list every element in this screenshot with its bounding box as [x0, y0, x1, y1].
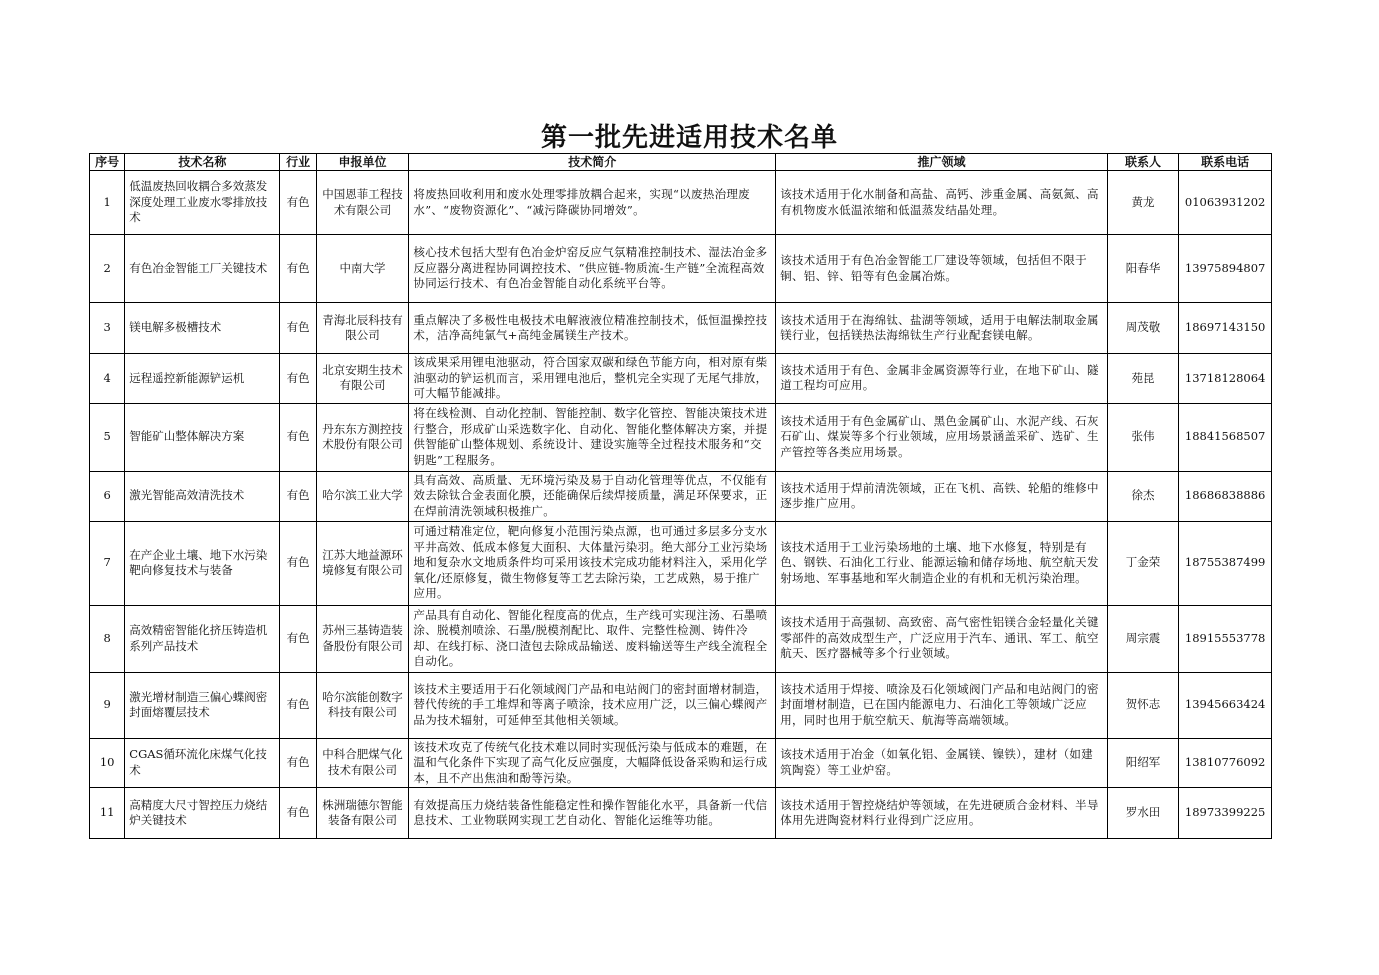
technology-brief-cell: 核心技术包括大型有色冶金炉窑反应气氛精准控制技术、湿法冶金多反应器分离进程协同调控技术、“供应链-物质流-生产链”全流程高效协同运行技术、有色冶金智能自动化系统平台等。: [409, 235, 776, 303]
applicant-unit-cell: 哈尔滨能创数字科技有限公司: [316, 672, 409, 738]
row-number-cell: 2: [90, 235, 125, 303]
industry-cell: 有色: [280, 354, 316, 404]
table-row: [90, 471, 1272, 521]
row-number-cell: 11: [90, 788, 125, 839]
application-scope-cell: 该技术适用于有色、金属非金属资源等行业，在地下矿山、隧道工程均可应用。: [776, 354, 1108, 404]
header-cell-brief: 技术简介: [409, 154, 776, 171]
technology-brief-cell: 该技术攻克了传统气化技术难以同时实现低污染与低成本的难题，在温和气化条件下实现了高气化反应强度，大幅降低设备采购和运行成本，且不产出焦油和酚等污染。: [409, 738, 776, 788]
technology-name-cell: 高效精密智能化挤压铸造机系列产品技术: [125, 605, 280, 672]
application-scope-cell: 该技术适用于冶金（如氧化铝、金属镁、镍铁），建材（如建筑陶瓷）等工业炉窑。: [776, 738, 1108, 788]
technology-name-cell: 激光智能高效清洗技术: [125, 471, 280, 521]
applicant-unit-cell: 北京安期生技术有限公司: [316, 354, 409, 404]
header-cell-unit: 申报单位: [316, 154, 409, 171]
technology-brief-cell: 重点解决了多极性电极技术电解液液位精准控制技术，低恒温操控技术，洁净高纯氯气+高纯金属镁生产技术。: [409, 303, 776, 354]
technology-brief-cell: 产品具有自动化、智能化程度高的优点，生产线可实现注汤、石墨喷涂、脱模剂喷涂、石墨/脱模剂配比、取件、完整性检测、铸件冷却、在线打标、浇口渣包去除成品输送、废料输送等生产线全流程全自动化。: [409, 605, 776, 672]
table-row: [90, 354, 1272, 404]
contact-phone-cell: 18973399225: [1179, 788, 1272, 839]
header-cell-phone: 联系电话: [1179, 154, 1272, 171]
contact-phone-cell: 18915553778: [1179, 605, 1272, 672]
applicant-unit-cell: 苏州三基铸造装备股份有限公司: [316, 605, 409, 672]
header-cell-contact: 联系人: [1107, 154, 1179, 171]
row-number-cell: 10: [90, 738, 125, 788]
header-cell-name: 技术名称: [125, 154, 280, 171]
technology-name-cell: 镁电解多极槽技术: [125, 303, 280, 354]
industry-cell: 有色: [280, 672, 316, 738]
row-number-cell: 9: [90, 672, 125, 738]
contact-person-cell: 罗水田: [1107, 788, 1179, 839]
application-scope-cell: 该技术适用于工业污染场地的土壤、地下水修复，特别是有色、钢铁、石油化工行业、能源运输和储存场地、航空航天发射场地、军事基地和军火制造企业的有机和无机污染治理。: [776, 521, 1108, 605]
industry-cell: 有色: [280, 303, 316, 354]
applicant-unit-cell: 中科合肥煤气化技术有限公司: [316, 738, 409, 788]
industry-cell: 有色: [280, 521, 316, 605]
contact-phone-cell: 18697143150: [1179, 303, 1272, 354]
row-number-cell: 3: [90, 303, 125, 354]
header-cell-scope: 推广领域: [776, 154, 1108, 171]
row-number-cell: 5: [90, 403, 125, 471]
contact-person-cell: 阳绍军: [1107, 738, 1179, 788]
technology-brief-cell: 将在线检测、自动化控制、智能控制、数字化管控、智能决策技术进行整合，形成矿山采选数字化、自动化、智能化整体解决方案，并提供智能矿山整体规划、系统设计、建设实施等全过程技术服务和“交钥匙”工程服务。: [409, 403, 776, 471]
applicant-unit-cell: 中南大学: [316, 235, 409, 303]
contact-phone-cell: 13810776092: [1179, 738, 1272, 788]
contact-person-cell: 周宗震: [1107, 605, 1179, 672]
application-scope-cell: 该技术适用于智控烧结炉等领域，在先进硬质合金材料、半导体用先进陶瓷材料行业得到广泛应用。: [776, 788, 1108, 839]
industry-cell: 有色: [280, 605, 316, 672]
technology-name-cell: 有色冶金智能工厂关键技术: [125, 235, 280, 303]
industry-cell: 有色: [280, 471, 316, 521]
contact-phone-cell: 01063931202: [1179, 171, 1272, 235]
technology-brief-cell: 该技术主要适用于石化领域阀门产品和电站阀门的密封面增材制造，替代传统的手工堆焊和等离子喷涂，技术应用广泛，以三偏心蝶阀产品为技术辐射，可延伸至其他相关领域。: [409, 672, 776, 738]
technology-name-cell: CGAS循环流化床煤气化技术: [125, 738, 280, 788]
table-row: [90, 605, 1272, 672]
contact-phone-cell: 18755387499: [1179, 521, 1272, 605]
page-title: 第一批先进适用技术名单: [540, 123, 838, 153]
technology-brief-cell: 具有高效、高质量、无环境污染及易于自动化管理等优点，不仅能有效去除钛合金表面化膜，还能确保后续焊接质量，满足环保要求，正在焊前清洗领域积极推广。: [409, 471, 776, 521]
table-row: [90, 303, 1272, 354]
technology-brief-cell: 该成果采用锂电池驱动，符合国家双碳和绿色节能方向，相对原有柴油驱动的铲运机而言，采用锂电池后，整机完全实现了无尾气排放，可大幅节能减排。: [409, 354, 776, 404]
row-number-cell: 8: [90, 605, 125, 672]
application-scope-cell: 该技术适用于在海绵钛、盐湖等领域，适用于电解法制取金属镁行业，包括镁热法海绵钛生产行业配套镁电解。: [776, 303, 1108, 354]
contact-phone-cell: 13718128064: [1179, 354, 1272, 404]
technology-name-cell: 智能矿山整体解决方案: [125, 403, 280, 471]
contact-person-cell: 贺怀志: [1107, 672, 1179, 738]
table-row: [90, 235, 1272, 303]
technology-brief-cell: 有效提高压力烧结装备性能稳定性和操作智能化水平，具备新一代信息技术、工业物联网实现工艺自动化、智能化运维等功能。: [409, 788, 776, 839]
row-number-cell: 6: [90, 471, 125, 521]
table-row: [90, 788, 1272, 839]
technology-name-cell: 高精度大尺寸智控压力烧结炉关键技术: [125, 788, 280, 839]
application-scope-cell: 该技术适用于焊前清洗领域，正在飞机、高铁、轮船的维修中逐步推广应用。: [776, 471, 1108, 521]
technology-name-cell: 低温废热回收耦合多效蒸发深度处理工业废水零排放技术: [125, 171, 280, 235]
contact-person-cell: 阳春华: [1107, 235, 1179, 303]
applicant-unit-cell: 株洲瑞德尔智能装备有限公司: [316, 788, 409, 839]
applicant-unit-cell: 丹东东方测控技术股份有限公司: [316, 403, 409, 471]
contact-person-cell: 丁金荣: [1107, 521, 1179, 605]
applicant-unit-cell: 江苏大地益源环境修复有限公司: [316, 521, 409, 605]
technology-name-cell: 激光增材制造三偏心蝶阀密封面熔覆层技术: [125, 672, 280, 738]
table-row: [90, 171, 1272, 235]
technology-brief-cell: 可通过精准定位，靶向修复小范围污染点源，也可通过多层多分支水平井高效、低成本修复大面积、大体量污染羽。绝大部分工业污染场地和复杂水文地质条件均可采用该技术完成功能材料注入，采用化学氧化/还原修复，微生物修复等工艺去除污染，工艺成熟，易于推广应用。: [409, 521, 776, 605]
table-row: [90, 521, 1272, 605]
technology-name-cell: 在产企业土壤、地下水污染靶向修复技术与装备: [125, 521, 280, 605]
contact-phone-cell: 18686838886: [1179, 471, 1272, 521]
applicant-unit-cell: 哈尔滨工业大学: [316, 471, 409, 521]
contact-person-cell: 黄龙: [1107, 171, 1179, 235]
industry-cell: 有色: [280, 403, 316, 471]
industry-cell: 有色: [280, 788, 316, 839]
technology-name-cell: 远程遥控新能源铲运机: [125, 354, 280, 404]
industry-cell: 有色: [280, 235, 316, 303]
application-scope-cell: 该技术适用于化水制备和高盐、高钙、涉重金属、高氨氮、高有机物废水低温浓缩和低温蒸发结晶处理。: [776, 171, 1108, 235]
applicant-unit-cell: 中国恩菲工程技术有限公司: [316, 171, 409, 235]
table-row: [90, 672, 1272, 738]
contact-phone-cell: 13945663424: [1179, 672, 1272, 738]
technology-brief-cell: 将废热回收利用和废水处理零排放耦合起来，实现“以废热治理废水”、“废物资源化”、“减污降碳协同增效”。: [409, 171, 776, 235]
application-scope-cell: 该技术适用于焊接、喷涂及石化领域阀门产品和电站阀门的密封面增材制造，已在国内能源电力、石油化工等领域广泛应用，同时也用于航空航天、航海等高端领域。: [776, 672, 1108, 738]
technology-list-table: [89, 153, 1272, 839]
contact-phone-cell: 13975894807: [1179, 235, 1272, 303]
contact-person-cell: 徐杰: [1107, 471, 1179, 521]
application-scope-cell: 该技术适用于高强韧、高致密、高气密性铝镁合金轻量化关键零部件的高效成型生产，广泛应用于汽车、通讯、军工、航空航天、医疗器械等多个行业领域。: [776, 605, 1108, 672]
row-number-cell: 7: [90, 521, 125, 605]
application-scope-cell: 该技术适用于有色金属矿山、黑色金属矿山、水泥产线、石灰石矿山、煤炭等多个行业领域，应用场景涵盖采矿、选矿、生产管控等各类应用场景。: [776, 403, 1108, 471]
table-row: [90, 403, 1272, 471]
row-number-cell: 4: [90, 354, 125, 404]
contact-person-cell: 苑昆: [1107, 354, 1179, 404]
contact-person-cell: 张伟: [1107, 403, 1179, 471]
table-header-row: [90, 154, 1272, 171]
applicant-unit-cell: 青海北辰科技有限公司: [316, 303, 409, 354]
header-cell-industry: 行业: [280, 154, 316, 171]
table-row: [90, 738, 1272, 788]
contact-phone-cell: 18841568507: [1179, 403, 1272, 471]
header-cell-no: 序号: [90, 154, 125, 171]
industry-cell: 有色: [280, 171, 316, 235]
application-scope-cell: 该技术适用于有色冶金智能工厂建设等领域，包括但不限于铜、铝、锌、铅等有色金属冶炼。: [776, 235, 1108, 303]
contact-person-cell: 周茂敬: [1107, 303, 1179, 354]
industry-cell: 有色: [280, 738, 316, 788]
row-number-cell: 1: [90, 171, 125, 235]
